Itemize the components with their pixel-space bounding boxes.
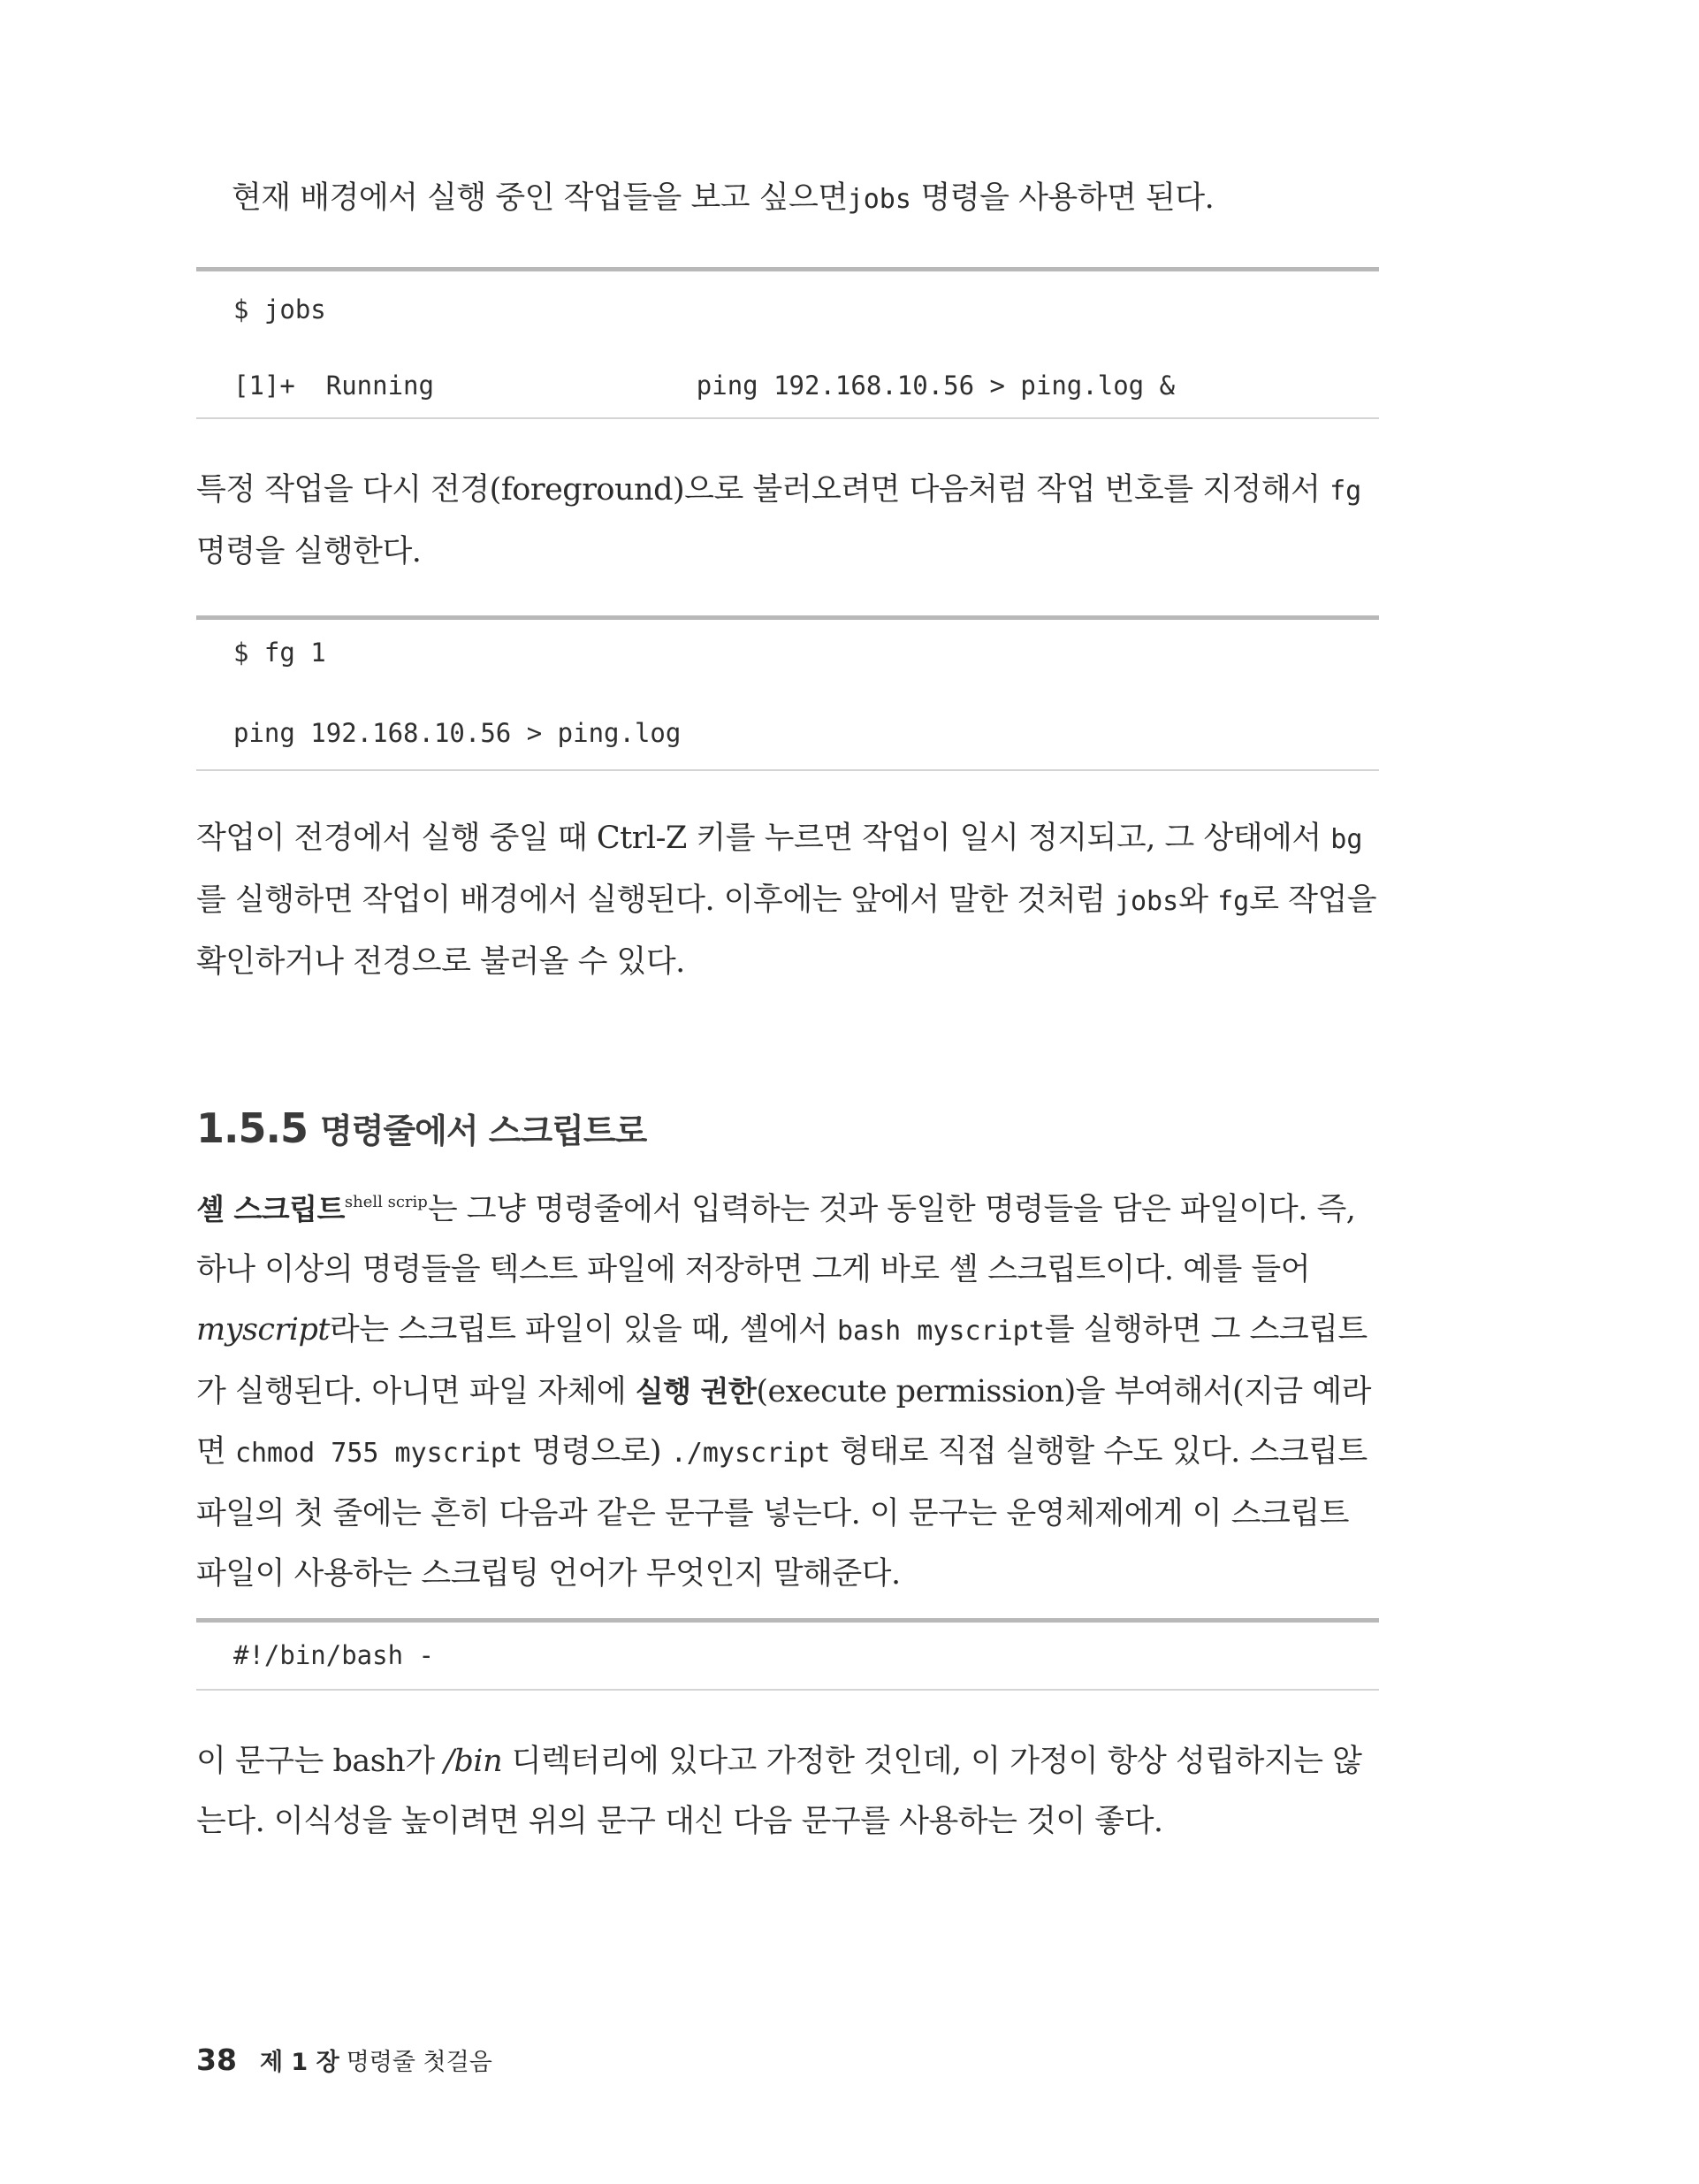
code-block-jobs: [196, 267, 1379, 419]
code-line: $ fg 1: [233, 638, 326, 668]
code-line: $ jobs: [233, 294, 326, 325]
jobs-inline-code: jobs: [847, 184, 911, 215]
bg-inline-code: bg: [1330, 824, 1363, 855]
intro-text-after: 명령을 사용하면 된다.: [910, 180, 1215, 216]
script-text: (execute permission)을 부여해서(지금 예라면: [196, 1374, 1371, 1470]
term-superscript: shell scrip: [344, 1193, 428, 1211]
code-block-shebang: [196, 1618, 1379, 1691]
last-text: 디렉터리에 있다고 가정한 것인데, 이 가정이 항상 성립하지는 않는다. 이식성을 높이려면 위의 문구 대신 다음 문구를 사용하는 것이 좋다.: [196, 1744, 1362, 1839]
jobs-inline-code: jobs: [1114, 886, 1179, 917]
term-execute-permission: 실행 권한: [635, 1374, 757, 1409]
code-line: [1]+ Running ping 192.168.10.56 > ping.log &: [233, 370, 1176, 401]
page-footer: [196, 2043, 492, 2077]
fg-inline-code: fg: [1217, 886, 1250, 917]
bg-text: 작업이 전경에서 실행 중일 때 Ctrl-Z 키를 누르면 작업이 일시 정지되고, 그 상태에서: [196, 821, 1331, 856]
intro-text: 현재 배경에서 실행 중인 작업들을 보고 싶으면: [232, 180, 848, 216]
chapter-title: 명령줄 첫걸음: [346, 2049, 492, 2076]
fg-inline-code: fg: [1329, 476, 1362, 507]
page-number: 38: [196, 2043, 237, 2077]
fg-text: 명령을 실행한다.: [196, 534, 422, 569]
intro-paragraph: [232, 168, 1381, 230]
chmod-code: chmod 755 myscript: [234, 1438, 523, 1469]
bg-text: 로 작업을 확인하거나 전경으로 불러올 수 있다.: [196, 882, 1377, 980]
bash-myscript-code: bash myscript: [836, 1316, 1045, 1347]
section-number: 1.5.5: [196, 1104, 308, 1152]
script-text: 는 그냥 명령줄에서 입력하는 것과 동일한 명령들을 담은 파일이다. 즉, 하나 이상의 명령들을 텍스트 파일에 저장하면 그게 바로 셸 스크립트이다. 예를 들어: [196, 1192, 1356, 1287]
run-myscript-code: ./myscript: [670, 1438, 831, 1469]
script-text: 라는 스크립트 파일이 있을 때, 셸에서: [329, 1312, 837, 1348]
portability-paragraph: [196, 1731, 1379, 1852]
script-text: 명령으로): [522, 1434, 671, 1470]
code-line: ping 192.168.10.56 > ping.log: [233, 718, 682, 748]
section-title: 명령줄에서 스크립트로: [319, 1111, 647, 1150]
bin-italic: /bin: [444, 1744, 503, 1779]
bg-text: 와: [1178, 882, 1218, 918]
chapter-label: 제 1 장: [259, 2049, 339, 2076]
code-line: #!/bin/bash -: [233, 1640, 434, 1670]
code-block-fg: [196, 615, 1379, 771]
script-text: 를 실행하면 그 스크립트가 실행된다. 아니면 파일 자체에: [196, 1312, 1368, 1409]
fg-text: 특정 작업을 다시 전경(foreground)으로 불러오려면 다음처럼 작업 번호를 지정해서: [196, 472, 1330, 508]
bg-text: 를 실행하면 작업이 배경에서 실행된다. 이후에는 앞에서 말한 것처럼: [196, 882, 1115, 918]
script-paragraph: [196, 1172, 1379, 1604]
script-text: 형태로 직접 실행할 수도 있다. 스크립트 파일의 첫 줄에는 흔히 다음과 같은 문구를 넣는다. 이 문구는 운영체제에게 이 스크립트 파일이 사용하는 스크립팅 언어가 무엇인지 말해준다.: [196, 1434, 1368, 1592]
fg-paragraph: [196, 460, 1379, 582]
term-shell-script: 셸 스크립트: [196, 1192, 345, 1226]
last-text: 이 문구는 bash가: [196, 1744, 445, 1779]
myscript-italic: myscript: [196, 1312, 330, 1348]
section-heading: [196, 1103, 646, 1152]
bg-paragraph: [196, 808, 1379, 992]
